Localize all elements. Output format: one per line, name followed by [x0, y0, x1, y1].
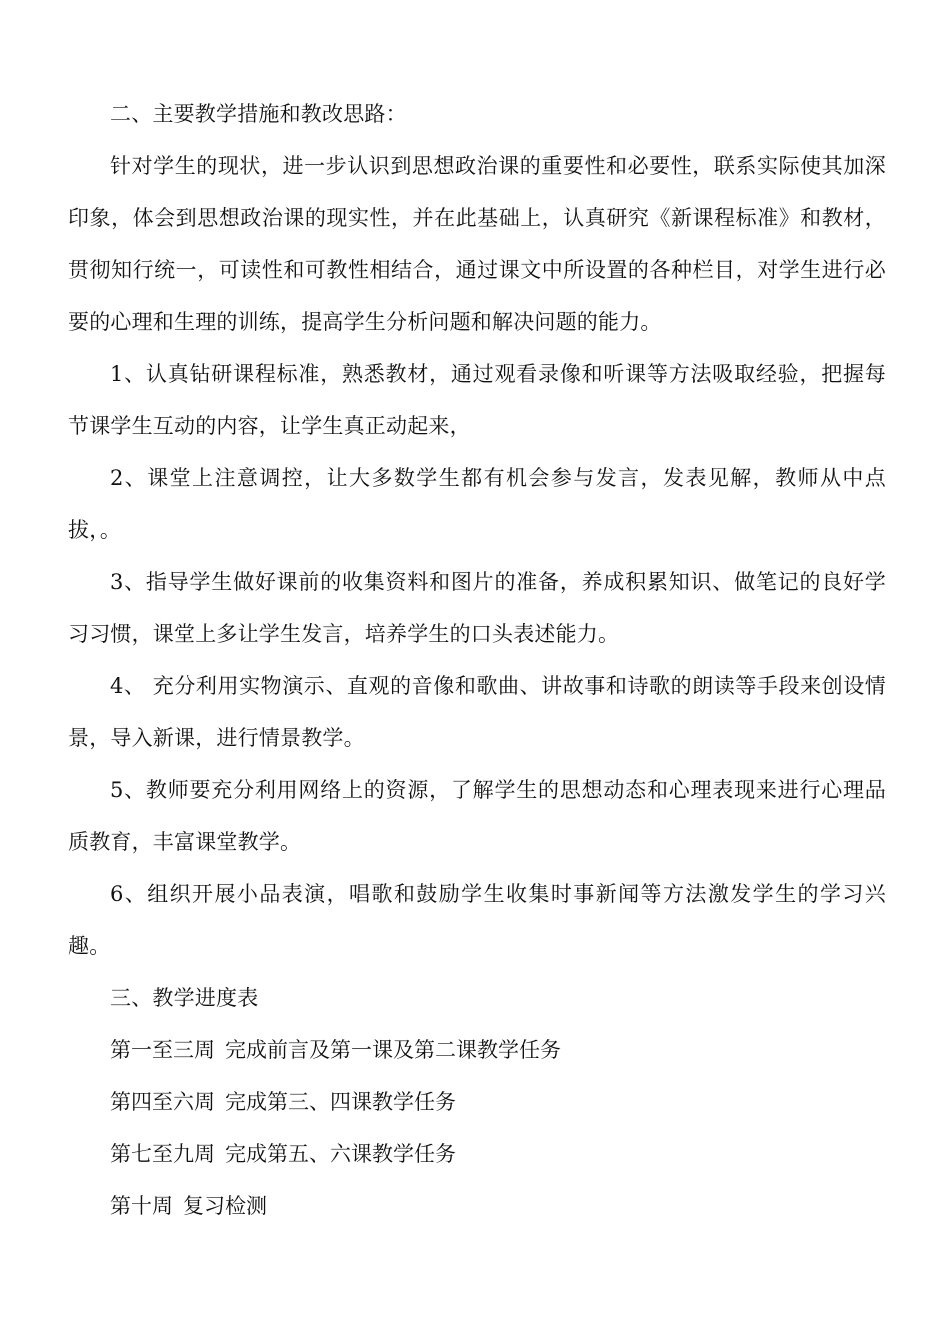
schedule-task: 复习检测 [183, 1194, 267, 1218]
schedule-row [68, 1180, 886, 1232]
schedule-task: 完成第五、六课教学任务 [225, 1142, 456, 1166]
document-body [68, 88, 886, 1232]
schedule-task: 完成第三、四课教学任务 [225, 1090, 456, 1114]
schedule-period: 第四至六周 [110, 1090, 215, 1114]
schedule-row [68, 1128, 886, 1180]
schedule-row [68, 1076, 886, 1128]
schedule-period: 第七至九周 [110, 1142, 215, 1166]
schedule-row [68, 1024, 886, 1076]
schedule-period: 第十周 [110, 1194, 173, 1218]
measure-item-1: 1、认真钻研课程标准，熟悉教材，通过观看录像和听课等方法吸取经验，把握每节课学生互动的内容，让学生真正动起来， [68, 362, 886, 438]
schedule-task: 完成前言及第一课及第二课教学任务 [225, 1038, 561, 1062]
measure-item-3: 3、指导学生做好课前的收集资料和图片的准备，养成积累知识、做笔记的良好学习习惯，课堂上多让学生发言，培养学生的口头表述能力。 [68, 570, 886, 646]
schedule-period: 第一至三周 [110, 1038, 215, 1062]
section-2-heading: 二、主要教学措施和教改思路： [110, 102, 407, 126]
section-3-heading: 三、教学进度表 [110, 986, 259, 1010]
measure-item-2: 2、课堂上注意调控，让大多数学生都有机会参与发言，发表见解，教师从中点拔，。 [68, 466, 886, 542]
section-2-intro: 针对学生的现状，进一步认识到思想政治课的重要性和必要性，联系实际使其加深印象，体会到思想政治课的现实性，并在此基础上，认真研究《新课程标准》和教材，贯彻知行统一，可读性和可教性相结合，通过课文中所设置的各种栏目，对学生进行必要的心理和生理的训练，提高学生分析问题和解决问题的能力。 [68, 154, 886, 334]
measure-item-6: 6、组织开展小品表演，唱歌和鼓励学生收集时事新闻等方法激发学生的学习兴趣。 [68, 882, 886, 958]
measure-item-4: 4、 充分利用实物演示、直观的音像和歌曲、讲故事和诗歌的朗读等手段来创设情景，导入新课，进行情景教学。 [68, 674, 886, 750]
measure-item-5: 5、教师要充分利用网络上的资源，了解学生的思想动态和心理表现来进行心理品质教育，丰富课堂教学。 [68, 778, 886, 854]
